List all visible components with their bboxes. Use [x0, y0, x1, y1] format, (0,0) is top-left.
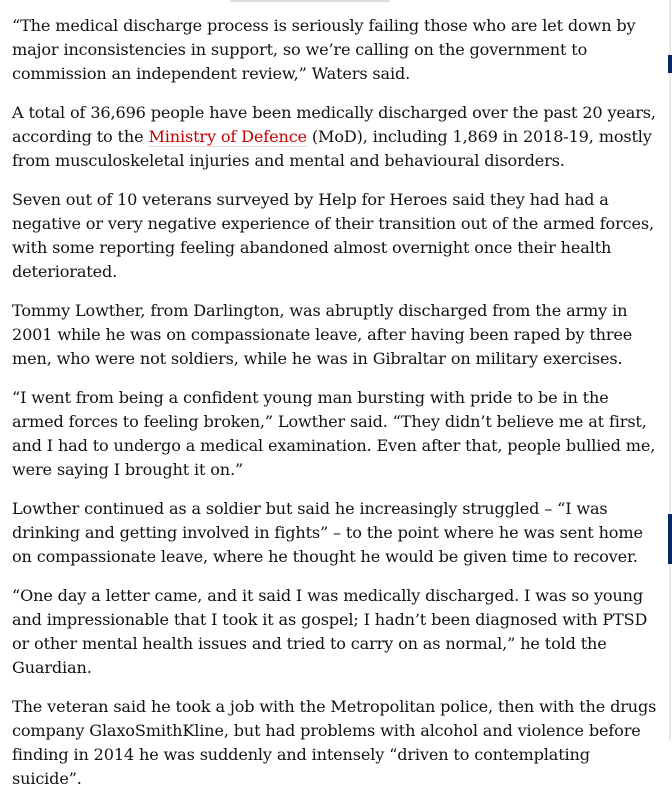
- paragraph-2-text-before: A total of 36,696 people have been medically discharged over the past 20 years, according to the: [12, 103, 656, 146]
- paragraph-4: Tommy Lowther, from Darlington, was abruptly discharged from the army in 2001 while he was on compassionate leave, after having been raped by three men, who were not soldiers, while he was in Gibraltar on military exercises.: [12, 301, 633, 368]
- paragraph-2: [12, 101, 658, 173]
- right-edge-rule: [669, 0, 671, 740]
- paragraph-5: “I went from being a confident young man bursting with pride to be in the armed forces to feeling broken,” Lowther said. “They didn’t believe me at first, and I had to undergo a medical examination. Even after that, people bullied me, were saying I brought it on.”: [12, 388, 656, 479]
- article-body: [12, 14, 658, 806]
- paragraph-7: “One day a letter came, and it said I was medically discharged. I was so young and impressionable that I took it as gospel; I hadn’t been diagnosed with PTSD or other mental health issues and tried to carry on as normal,” he told the Guardian.: [12, 586, 648, 677]
- paragraph-8: The veteran said he took a job with the Metropolitan police, then with the drugs company GlaxoSmithKline, but had problems with alcohol and violence before finding in 2014 he was suddenly and intensely “driven to contemplating suicide”.: [12, 697, 657, 788]
- paragraph-3: Seven out of 10 veterans surveyed by Help for Heroes said they had had a negative or very negative experience of their transition out of the armed forces, with some reporting feeling abandoned almost overnight once their health deteriorated.: [12, 190, 654, 281]
- paragraph-2-text-after: (MoD), including 1,869 in 2018-19, mostly from musculoskeletal injuries and mental and behavioural disorders.: [12, 127, 652, 170]
- ministry-of-defence-link[interactable]: Ministry of Defence: [148, 127, 307, 146]
- top-divider: [230, 0, 390, 2]
- right-edge-marker: [668, 55, 672, 73]
- paragraph-6: Lowther continued as a soldier but said he increasingly struggled – “I was drinking and getting involved in fights” – to the point where he was sent home on compassionate leave, where he thought he would be given time to recover.: [12, 499, 643, 566]
- paragraph-1: “The medical discharge process is seriously failing those who are let down by major inconsistencies in support, so we’re calling on the government to commission an independent review,” Waters said.: [12, 16, 636, 83]
- right-edge-marker: [668, 514, 672, 564]
